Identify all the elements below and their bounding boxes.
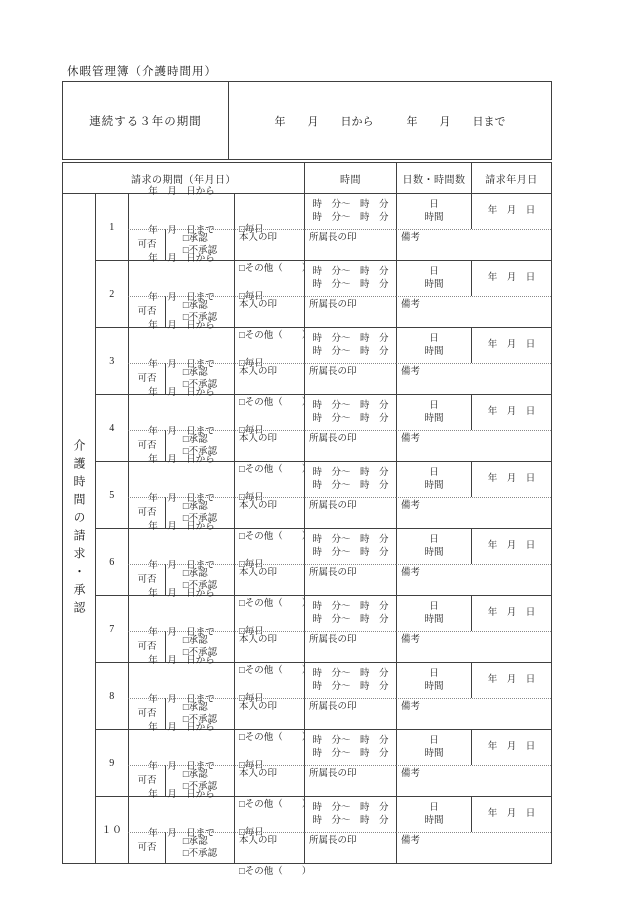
remarks-cell: 備考 (396, 564, 551, 595)
approval-label-cell: 可否 (128, 430, 165, 461)
date-to-label: 年 月 日まで (148, 426, 215, 437)
approve-checkbox-label: □承認 (182, 234, 208, 244)
approval-label-cell: 可否 (128, 832, 165, 863)
other-checkbox-label: □その他（ ） (239, 666, 312, 676)
reject-checkbox-label: □不承認 (182, 313, 218, 323)
date-range-cell (128, 186, 234, 236)
request-date-cell: 年 月 日 (471, 663, 551, 698)
time-range-cell (304, 462, 396, 497)
manager-seal-cell: 所属長の印 (304, 765, 396, 796)
manager-seal-cell: 所属長の印 (304, 631, 396, 662)
row-number: 2 (109, 288, 115, 300)
days-hours-cell (396, 261, 471, 296)
remarks-cell: 備考 (396, 363, 551, 394)
time-range-line1: 時 分～ 時 分 (312, 668, 389, 679)
approval-label-cell: 可否 (128, 564, 165, 595)
date-from-label: 年 月 日から (148, 454, 215, 465)
header-time: 時間 (304, 163, 396, 193)
date-to-label: 年 月 日まで (148, 292, 215, 303)
other-checkbox-label: □その他（ ） (239, 465, 312, 475)
header-request-date: 請求年月日 (471, 163, 551, 193)
reject-checkbox-label: □不承認 (182, 849, 218, 859)
request-date-cell: 年 月 日 (471, 596, 551, 631)
time-range-line2: 時 分～ 時 分 (312, 480, 389, 491)
time-range-line2: 時 分～ 時 分 (312, 748, 389, 759)
time-range-line1: 時 分～ 時 分 (312, 735, 389, 746)
request-date-cell: 年 月 日 (471, 194, 551, 229)
reject-checkbox-label: □不承認 (182, 715, 218, 725)
time-range-cell (304, 395, 396, 430)
hour-unit-label: 時間 (424, 413, 444, 424)
remarks-cell: 備考 (396, 832, 551, 863)
daily-checkbox-label: □毎日 (239, 627, 264, 637)
date-from-label: 年 月 日から (148, 253, 215, 264)
approve-checkbox-label: □承認 (182, 435, 208, 445)
days-hours-cell (396, 730, 471, 765)
row-number: 1 (109, 221, 115, 233)
other-checkbox-label: □その他（ ） (239, 331, 312, 341)
request-date-cell: 年 月 日 (471, 797, 551, 832)
hour-unit-label: 時間 (424, 212, 444, 223)
hour-unit-label: 時間 (424, 480, 444, 491)
manager-seal-cell: 所属長の印 (304, 363, 396, 394)
remarks-cell: 備考 (396, 698, 551, 729)
table-body (63, 186, 551, 877)
row-number: 3 (109, 355, 115, 367)
time-range-cell (304, 730, 396, 765)
daily-checkbox-label: □毎日 (239, 225, 264, 235)
date-to-label: 年 月 日まで (148, 694, 215, 705)
daily-checkbox-label: □毎日 (239, 359, 264, 369)
time-range-cell (304, 596, 396, 631)
day-unit-label: 日 (429, 467, 439, 478)
self-seal-cell: 本人の印 (234, 363, 304, 394)
care-time-table (62, 162, 552, 877)
daily-checkbox-label: □毎日 (239, 292, 264, 302)
time-range-line2: 時 分～ 時 分 (312, 413, 389, 424)
day-unit-label: 日 (429, 735, 439, 746)
hour-unit-label: 時間 (424, 815, 444, 826)
other-checkbox-label: □その他（ ） (239, 264, 312, 274)
other-checkbox-label: □その他（ ） (239, 733, 312, 743)
date-range-cell (128, 253, 234, 303)
time-range-line2: 時 分～ 時 分 (312, 815, 389, 826)
other-checkbox-label: □その他（ ） (239, 532, 312, 542)
request-date-cell: 年 月 日 (471, 462, 551, 497)
approve-checkbox-label: □承認 (182, 703, 208, 713)
self-seal-cell: 本人の印 (234, 296, 304, 327)
time-range-cell (304, 663, 396, 698)
time-range-line1: 時 分～ 時 分 (312, 601, 389, 612)
time-range-line1: 時 分～ 時 分 (312, 400, 389, 411)
time-range-line1: 時 分～ 時 分 (312, 534, 389, 545)
hour-unit-label: 時間 (424, 748, 444, 759)
self-seal-cell: 本人の印 (234, 497, 304, 528)
approve-checkbox-label: □承認 (182, 636, 208, 646)
approval-label-cell: 可否 (128, 765, 165, 796)
date-range-cell (128, 722, 234, 772)
header-request-period: 請求の期間（年月日） (131, 174, 236, 186)
date-range-cell (128, 320, 234, 370)
date-to-label: 年 月 日まで (148, 828, 215, 839)
request-date-cell: 年 月 日 (471, 328, 551, 363)
approval-label-cell: 可否 (128, 229, 165, 260)
date-range-cell (128, 588, 234, 638)
date-range-cell (128, 521, 234, 571)
manager-seal-cell: 所属長の印 (304, 229, 396, 260)
approve-checkbox-label: □承認 (182, 837, 208, 847)
day-unit-label: 日 (429, 668, 439, 679)
self-seal-cell: 本人の印 (234, 765, 304, 796)
time-range-line1: 時 分～ 時 分 (312, 467, 389, 478)
time-range-line2: 時 分～ 時 分 (312, 279, 389, 290)
time-range-line2: 時 分～ 時 分 (312, 614, 389, 625)
date-from-label: 年 月 日から (148, 186, 215, 197)
date-to-label: 年 月 日まで (148, 493, 215, 504)
date-from-label: 年 月 日から (148, 387, 215, 398)
reject-checkbox-label: □不承認 (182, 514, 218, 524)
date-to-label: 年 月 日まで (148, 560, 215, 571)
day-unit-label: 日 (429, 199, 439, 210)
row-number: 5 (109, 489, 115, 501)
three-year-period-box (62, 81, 552, 160)
approval-label-cell: 可否 (128, 296, 165, 327)
date-range-cell (128, 454, 234, 504)
daily-checkbox-label: □毎日 (239, 761, 264, 771)
reject-checkbox-label: □不承認 (182, 648, 218, 658)
date-to-label: 年 月 日まで (148, 225, 215, 236)
days-hours-cell (396, 529, 471, 564)
days-hours-cell (396, 328, 471, 363)
reject-checkbox-label: □不承認 (182, 246, 218, 256)
manager-seal-cell: 所属長の印 (304, 698, 396, 729)
days-hours-cell (396, 663, 471, 698)
row-number: １０ (101, 824, 123, 836)
row-number: 6 (109, 556, 115, 568)
remarks-cell: 備考 (396, 430, 551, 461)
hour-unit-label: 時間 (424, 346, 444, 357)
reject-checkbox-label: □不承認 (182, 380, 218, 390)
daily-checkbox-label: □毎日 (239, 694, 264, 704)
approval-label-cell: 可否 (128, 631, 165, 662)
hour-unit-label: 時間 (424, 279, 444, 290)
remarks-cell: 備考 (396, 631, 551, 662)
other-checkbox-label: □その他（ ） (239, 599, 312, 609)
manager-seal-cell: 所属長の印 (304, 564, 396, 595)
day-unit-label: 日 (429, 266, 439, 277)
remarks-cell: 備考 (396, 497, 551, 528)
approval-label-cell: 可否 (128, 698, 165, 729)
date-from-label: 年 月 日から (148, 722, 215, 733)
time-range-cell (304, 797, 396, 832)
day-unit-label: 日 (429, 802, 439, 813)
date-from-label: 年 月 日から (148, 521, 215, 532)
date-to-label: 年 月 日まで (148, 627, 215, 638)
time-range-line1: 時 分～ 時 分 (312, 802, 389, 813)
time-range-line2: 時 分～ 時 分 (312, 547, 389, 558)
reject-checkbox-label: □不承認 (182, 447, 218, 457)
request-date-cell: 年 月 日 (471, 529, 551, 564)
hour-unit-label: 時間 (424, 614, 444, 625)
request-date-cell: 年 月 日 (471, 261, 551, 296)
time-range-line2: 時 分～ 時 分 (312, 212, 389, 223)
date-range-cell (128, 387, 234, 437)
time-range-line1: 時 分～ 時 分 (312, 266, 389, 277)
days-hours-cell (396, 596, 471, 631)
hour-unit-label: 時間 (424, 547, 444, 558)
approve-checkbox-label: □承認 (182, 569, 208, 579)
remarks-cell: 備考 (396, 765, 551, 796)
date-from-label: 年 月 日から (148, 588, 215, 599)
row-number: 9 (109, 757, 115, 769)
time-range-cell (304, 529, 396, 564)
row-number: 7 (109, 623, 115, 635)
hour-unit-label: 時間 (424, 681, 444, 692)
other-checkbox-label: □その他（ ） (239, 867, 312, 877)
days-hours-cell (396, 462, 471, 497)
time-range-line1: 時 分～ 時 分 (312, 199, 389, 210)
side-label: 介護時間の請求・承認 (72, 438, 86, 619)
approval-checkbox-cell (165, 832, 234, 863)
self-seal-cell: 本人の印 (234, 430, 304, 461)
time-range-line2: 時 分～ 時 分 (312, 681, 389, 692)
time-range-line1: 時 分～ 時 分 (312, 333, 389, 344)
approval-label-cell: 可否 (128, 497, 165, 528)
self-seal-cell: 本人の印 (234, 832, 304, 863)
date-from-label: 年 月 日から (148, 320, 215, 331)
row-number: 4 (109, 422, 115, 434)
date-from-label: 年 月 日から (148, 789, 215, 800)
manager-seal-cell: 所属長の印 (304, 497, 396, 528)
date-to-label: 年 月 日まで (148, 761, 215, 772)
header-days-hours: 日数・時間数 (396, 163, 471, 193)
manager-seal-cell: 所属長の印 (304, 430, 396, 461)
date-range-cell (128, 655, 234, 705)
self-seal-cell: 本人の印 (234, 564, 304, 595)
date-from-label: 年 月 日から (148, 655, 215, 666)
day-unit-label: 日 (429, 601, 439, 612)
request-date-cell: 年 月 日 (471, 395, 551, 430)
reject-checkbox-label: □不承認 (182, 581, 218, 591)
days-hours-cell (396, 797, 471, 832)
reject-checkbox-label: □不承認 (182, 782, 218, 792)
days-hours-cell (396, 395, 471, 430)
days-hours-cell (396, 194, 471, 229)
table-row (96, 789, 551, 877)
approve-checkbox-label: □承認 (182, 770, 208, 780)
day-unit-label: 日 (429, 333, 439, 344)
blocks (96, 186, 551, 877)
other-checkbox-label: □その他（ ） (239, 800, 312, 810)
approval-label-cell: 可否 (128, 363, 165, 394)
approve-checkbox-label: □承認 (182, 502, 208, 512)
time-range-line2: 時 分～ 時 分 (312, 346, 389, 357)
manager-seal-cell: 所属長の印 (304, 296, 396, 327)
page-title: 休暇管理簿（介護時間用） (67, 66, 217, 78)
day-unit-label: 日 (429, 400, 439, 411)
daily-checkbox-label: □毎日 (239, 560, 264, 570)
day-unit-label: 日 (429, 534, 439, 545)
request-date-cell: 年 月 日 (471, 730, 551, 765)
side-label-cell (63, 194, 96, 863)
approve-checkbox-label: □承認 (182, 368, 208, 378)
remarks-cell: 備考 (396, 229, 551, 260)
self-seal-cell: 本人の印 (234, 698, 304, 729)
other-checkbox-label: □その他（ ） (239, 398, 312, 408)
daily-checkbox-label: □毎日 (239, 828, 264, 838)
self-seal-cell: 本人の印 (234, 631, 304, 662)
time-range-cell (304, 194, 396, 229)
self-seal-cell: 本人の印 (234, 229, 304, 260)
period-box-value: 年 月 日から 年 月 日まで (274, 115, 506, 128)
date-to-label: 年 月 日まで (148, 359, 215, 370)
date-range-cell (128, 789, 234, 839)
table-header-row (63, 163, 551, 194)
time-range-cell (304, 261, 396, 296)
row-number: 8 (109, 690, 115, 702)
time-range-cell (304, 328, 396, 363)
daily-checkbox-label: □毎日 (239, 426, 264, 436)
period-box-label: 連続する３年の期間 (63, 82, 229, 159)
manager-seal-cell: 所属長の印 (304, 832, 396, 863)
daily-checkbox-label: □毎日 (239, 493, 264, 503)
remarks-cell: 備考 (396, 296, 551, 327)
approve-checkbox-label: □承認 (182, 301, 208, 311)
